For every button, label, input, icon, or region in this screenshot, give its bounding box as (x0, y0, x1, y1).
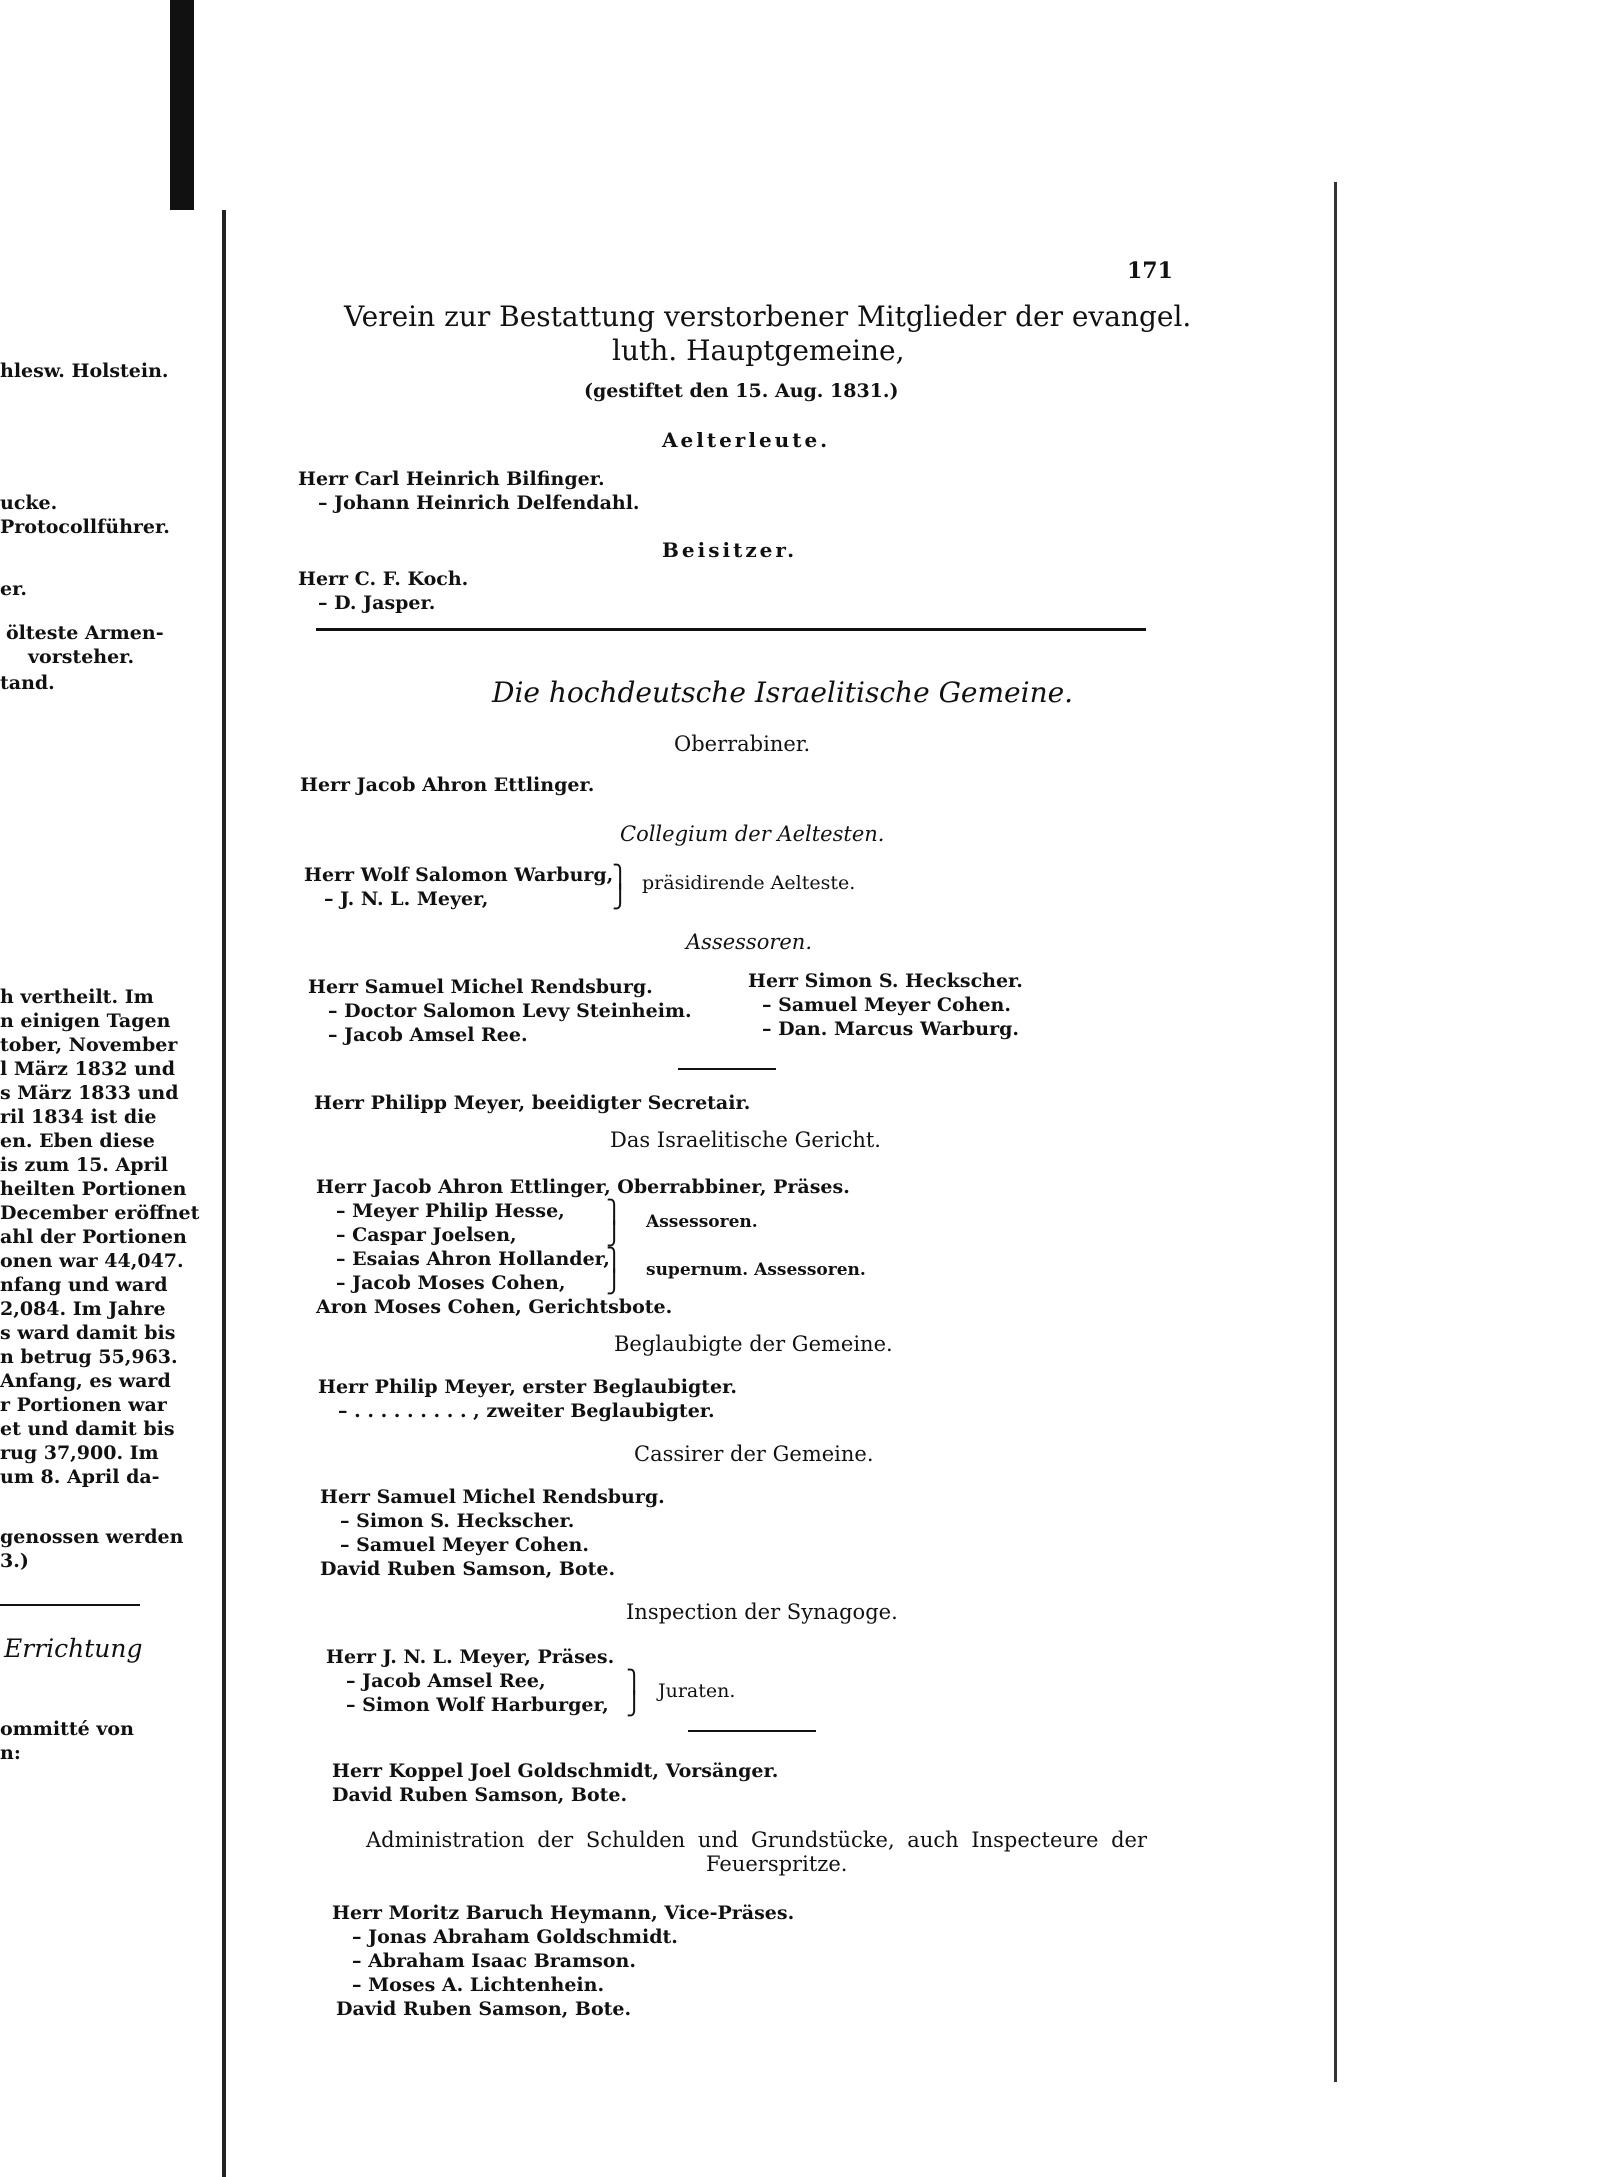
cassirer-bote: David Ruben Samson, Bote. (320, 1558, 616, 1580)
left-line: vorsteher. (28, 646, 135, 668)
left-line: ahl der Portionen (0, 1226, 187, 1248)
brace-glyph: ⎭ (626, 1692, 643, 1717)
inspection-heading: Inspection der Synagoge. (626, 1600, 898, 1624)
left-line: um 8. April da- (0, 1466, 160, 1488)
cassirer-member: – Samuel Meyer Cohen. (340, 1534, 589, 1556)
left-line: 2,084. Im Jahre (0, 1298, 166, 1320)
admin-heading-line2: Feuerspritze. (706, 1852, 848, 1876)
short-rule (678, 1068, 776, 1070)
brace-glyph: ⎭ (606, 1222, 623, 1247)
left-line: Anfang, es ward (0, 1370, 171, 1392)
left-line: s ward damit bis (0, 1322, 176, 1344)
beisitzer-member: Herr C. F. Koch. (298, 568, 469, 590)
admin-bote: David Ruben Samson, Bote. (336, 1998, 632, 2020)
vorsaenger-bote: David Ruben Samson, Bote. (332, 1784, 628, 1806)
verein-title-line2: luth. Hauptgemeine, (612, 334, 905, 367)
verein-title-line1: Verein zur Bestattung verstorbener Mitglieder der evangel. (344, 300, 1192, 333)
cassirer-member: – Simon S. Heckscher. (340, 1510, 575, 1532)
left-line: ommitté von (0, 1718, 134, 1740)
page-gutter (222, 210, 226, 2177)
page (232, 182, 1342, 2177)
short-rule (688, 1730, 816, 1732)
brace-glyph: ⎫ (626, 1670, 643, 1695)
left-line: h vertheilt. Im (0, 986, 154, 1008)
left-line: is zum 15. April (0, 1154, 168, 1176)
beglaubigter: – . . . . . . . . . , zweiter Beglaubigter. (338, 1400, 715, 1422)
left-line: genossen werden (0, 1526, 184, 1548)
left-rule (0, 1604, 140, 1606)
gericht-member: – Caspar Joelsen, (336, 1224, 517, 1246)
assessor-right: Herr Simon S. Heckscher. (748, 970, 1023, 992)
admin-member: Herr Moritz Baruch Heymann, Vice-Präses. (332, 1902, 795, 1924)
assessor-right: – Dan. Marcus Warburg. (762, 1018, 1020, 1040)
collegium-role: präsidirende Aelteste. (642, 872, 856, 894)
admin-member: – Abraham Isaac Bramson. (352, 1950, 636, 1972)
left-line: tober, November (0, 1034, 178, 1056)
left-line: et und damit bis (0, 1418, 175, 1440)
left-line: nfang und ward (0, 1274, 168, 1296)
beglaubigte-heading: Beglaubigte der Gemeine. (614, 1332, 893, 1356)
gemeine-title: Die hochdeutsche Israelitische Gemeine. (492, 676, 1074, 709)
collegium-member: Herr Wolf Salomon Warburg, (304, 864, 614, 886)
brace-glyph: ⎫ (606, 1200, 623, 1225)
section-rule (316, 628, 1146, 631)
collegium-member: – J. N. L. Meyer, (324, 888, 489, 910)
left-line: en. Eben diese (0, 1130, 155, 1152)
left-line: 3.) (0, 1550, 29, 1572)
gericht-member: – Esaias Ahron Hollander, (336, 1248, 610, 1270)
inspection-member: – Simon Wolf Harburger, (346, 1694, 609, 1716)
oberrabiner-name: Herr Jacob Ahron Ettlinger. (300, 774, 595, 796)
admin-member: – Moses A. Lichtenhein. (352, 1974, 605, 1996)
collegium-heading: Collegium der Aeltesten. (620, 822, 885, 846)
aelterleute-member: Herr Carl Heinrich Bilfinger. (298, 468, 605, 490)
gericht-role: Assessoren. (646, 1212, 758, 1232)
aelterleute-heading: Aelterleute. (662, 428, 831, 452)
assessoren-heading: Assessoren. (686, 930, 813, 954)
left-line: tand. (0, 672, 55, 694)
left-line: December eröffnet (0, 1202, 200, 1224)
left-line: n einigen Tagen (0, 1010, 171, 1032)
verein-founded: (gestiftet den 15. Aug. 1831.) (584, 380, 899, 402)
cassirer-member: Herr Samuel Michel Rendsburg. (320, 1486, 665, 1508)
brace-glyph: ⎭ (606, 1270, 623, 1295)
assessor-left: – Jacob Amsel Ree. (328, 1024, 528, 1046)
gericht-presiding: Herr Jacob Ahron Ettlinger, Oberrabbiner, Präses. (316, 1176, 850, 1198)
gerichtsbote: Aron Moses Cohen, Gerichtsbote. (316, 1296, 673, 1318)
left-line: rug 37,900. Im (0, 1442, 159, 1464)
left-line: er. (0, 578, 27, 600)
brace-glyph: ⎭ (612, 885, 629, 910)
gericht-role: supernum. Assessoren. (646, 1260, 866, 1280)
inspection-presiding: Herr J. N. L. Meyer, Präses. (326, 1646, 615, 1668)
beglaubigter: Herr Philip Meyer, erster Beglaubigter. (318, 1376, 738, 1398)
left-line: ucke. (0, 492, 58, 514)
admin-member: – Jonas Abraham Goldschmidt. (352, 1926, 678, 1948)
brace-glyph: ⎫ (606, 1248, 623, 1273)
left-line: s März 1833 und (0, 1082, 179, 1104)
inspection-role: Juraten. (658, 1680, 736, 1702)
cassirer-heading: Cassirer der Gemeine. (634, 1442, 874, 1466)
left-line: l März 1832 und (0, 1058, 175, 1080)
gericht-member: – Jacob Moses Cohen, (336, 1272, 566, 1294)
left-line: ölteste Armen- (6, 622, 164, 644)
left-line: Protocollführer. (0, 516, 170, 538)
assessor-left: Herr Samuel Michel Rendsburg. (308, 976, 653, 998)
page-edge (1334, 182, 1337, 2082)
beisitzer-member: – D. Jasper. (318, 592, 436, 614)
gericht-member: – Meyer Philip Hesse, (336, 1200, 565, 1222)
brace-glyph: ⎫ (612, 865, 629, 890)
vorsaenger: Herr Koppel Joel Goldschmidt, Vorsänger. (332, 1760, 779, 1782)
secretair-line: Herr Philipp Meyer, beeidigter Secretair. (314, 1092, 751, 1114)
left-line: heilten Portionen (0, 1178, 187, 1200)
left-line: n: (0, 1742, 21, 1764)
left-line: r Portionen war (0, 1394, 167, 1416)
left-line: ril 1834 ist die (0, 1106, 157, 1128)
beisitzer-heading: Beisitzer. (662, 538, 798, 562)
assessor-right: – Samuel Meyer Cohen. (762, 994, 1011, 1016)
aelterleute-member: – Johann Heinrich Delfendahl. (318, 492, 640, 514)
left-line: Errichtung (4, 1634, 143, 1663)
left-line: onen war 44,047. (0, 1250, 184, 1272)
previous-page-fragment (0, 210, 226, 2177)
oberrabiner-heading: Oberrabiner. (674, 732, 811, 756)
admin-heading-line1: Administration der Schulden und Grundstücke, auch Inspecteure der (366, 1828, 1147, 1852)
inspection-member: – Jacob Amsel Ree, (346, 1670, 546, 1692)
gericht-heading: Das Israelitische Gericht. (610, 1128, 881, 1152)
page-number: 171 (1127, 258, 1173, 284)
left-line: hlesw. Holstein. (0, 360, 169, 382)
assessor-left: – Doctor Salomon Levy Steinheim. (328, 1000, 692, 1022)
left-line: n betrug 55,963. (0, 1346, 178, 1368)
